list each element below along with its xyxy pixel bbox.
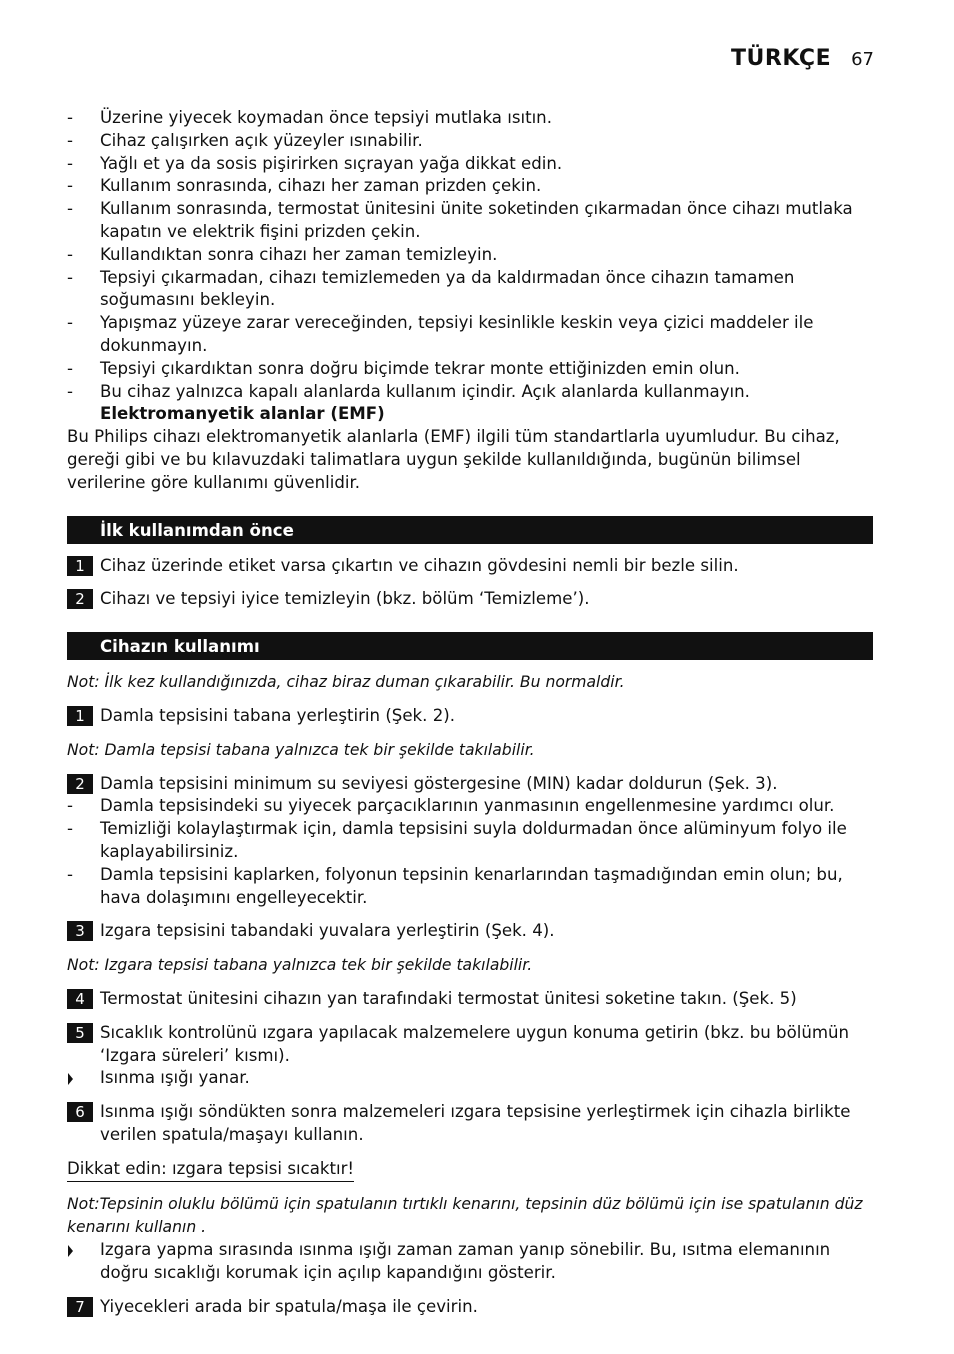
- step-text: Isınma ışığı söndükten sonra malzemeleri ızgara tepsisine yerleştirmek için cihazla birlikte verilen spatula/maşayı kullanın.: [100, 1102, 851, 1144]
- step: [67, 588, 873, 611]
- note: Not:Tepsinin oluklu bölümü için spatulanın tırtıklı kenarını, tepsinin düz bölümü için ise spatulanın düz kenarını kullanın .: [67, 1195, 863, 1237]
- step-text: Damla tepsisini minimum su seviyesi göstergesine (MIN) kadar doldurun (Şek. 3).: [100, 773, 778, 793]
- warning-item: - Bu cihaz yalnızca kapalı alanlarda kullanım içindir. Açık alanlarda kullanmayın.: [67, 381, 873, 404]
- step-number: 5: [67, 1023, 93, 1043]
- step: [67, 1296, 873, 1319]
- page-number: 67: [851, 49, 874, 70]
- warning-item: - Kullandıktan sonra cihazı her zaman temizleyin.: [67, 244, 873, 267]
- step: [67, 773, 873, 796]
- step-bullet: - Temizliği kolaylaştırmak için, damla tepsisini suyla doldurmadan önce alüminyum folyo ile kaplayabilirsiniz.: [67, 818, 873, 864]
- warning-item: - Yapışmaz yüzeye zarar vereceğinden, tepsiyi kesinlikle keskin veya çizici maddeler ile dokunmayın.: [67, 312, 873, 358]
- triangle-bullet-icon: [68, 1245, 73, 1257]
- step-text: Cihazı ve tepsiyi iyice temizleyin (bkz. bölüm ‘Temizleme’).: [100, 589, 590, 609]
- triangle-bullet-icon: [68, 1073, 73, 1085]
- indicator-item: [67, 1239, 873, 1285]
- step-number: 3: [67, 921, 93, 941]
- warning-item: - Tepsiyi çıkarmadan, cihazı temizlemeden ya da kaldırmadan önce cihazın tamamen soğumasını bekleyin.: [67, 267, 873, 313]
- step: [67, 555, 873, 578]
- step: [67, 1101, 873, 1147]
- warning-item: - Tepsiyi çıkardıktan sonra doğru biçimde tekrar monte ettiğinizden emin olun.: [67, 358, 873, 381]
- page-content: [67, 107, 873, 1318]
- indicator-text: Izgara yapma sırasında ısınma ışığı zaman zaman yanıp sönebilir. Bu, ısıtma elemanının doğru sıcaklığı korumak için açılıp kapandığını gösterir.: [100, 1240, 831, 1282]
- warning-item: - Yağlı et ya da sosis pişirirken sıçrayan yağa dikkat edin.: [67, 153, 873, 176]
- step: [67, 705, 873, 728]
- note: Not: İlk kez kullandığınızda, cihaz biraz duman çıkarabilir. Bu normaldir.: [67, 673, 625, 692]
- step-number: 4: [67, 989, 93, 1009]
- step-bullet: - Damla tepsisindeki su yiyecek parçacıklarının yanmasının engellenmesine yardımcı olur.: [67, 795, 873, 818]
- warning-list: [67, 107, 873, 403]
- warning-item: - Kullanım sonrasında, cihazı her zaman prizden çekin.: [67, 175, 873, 198]
- note: Not: Damla tepsisi tabana yalnızca tek bir şekilde takılabilir.: [67, 740, 535, 759]
- step-number: 1: [67, 706, 93, 726]
- warning-item: - Üzerine yiyecek koymadan önce tepsiyi mutlaka ısıtın.: [67, 107, 873, 130]
- section-title-first-use: İlk kullanımdan önce: [67, 516, 873, 544]
- emf-text: Bu Philips cihazı elektromanyetik alanlarla (EMF) ilgili tüm standartlarla uyumludur. Bu cihaz, gereği gibi ve bu kılavuzdaki talimatlara uygun şekilde kullanıldığında, bugünün bilimsel verilerine göre kullanımı güvenlidir.: [67, 427, 840, 492]
- language-label: TÜRKÇE: [731, 46, 832, 71]
- step-text: Yiyecekleri arada bir spatula/maşa ile çevirin.: [100, 1296, 478, 1316]
- step-number: 2: [67, 774, 93, 794]
- step: [67, 988, 873, 1011]
- indicator-item: [67, 1067, 873, 1090]
- section-title-usage: Cihazın kullanımı: [67, 632, 873, 660]
- step-number: 1: [67, 556, 93, 576]
- emf-heading: Elektromanyetik alanlar (EMF): [100, 404, 385, 424]
- warning-item: - Cihaz çalışırken açık yüzeyler ısınabilir.: [67, 130, 873, 153]
- step-text: Damla tepsisini tabana yerleştirin (Şek. 2).: [100, 705, 455, 725]
- step-bullet: - Damla tepsisini kaplarken, folyonun tepsinin kenarlarından taşmadığından emin olun; bu, hava dolaşımını engelleyecektir.: [67, 864, 873, 910]
- step-number: 6: [67, 1102, 93, 1122]
- step-number: 7: [67, 1297, 93, 1317]
- step: [67, 1022, 873, 1068]
- warning-item: - Kullanım sonrasında, termostat ünitesini ünite soketinden çıkarmadan önce cihazı mutlaka kapatın ve elektrik fişini prizden çekin.: [67, 198, 873, 244]
- step-text: Termostat ünitesini cihazın yan tarafındaki termostat ünitesi soketine takın. (Şek. 5): [100, 988, 797, 1008]
- caution-text: Dikkat edin: ızgara tepsisi sıcaktır!: [67, 1158, 354, 1183]
- page-header: [731, 46, 874, 71]
- indicator-text: Isınma ışığı yanar.: [100, 1068, 250, 1088]
- step-text: Sıcaklık kontrolünü ızgara yapılacak malzemelere uygun konuma getirin (bkz. bu bölümün ‘Izgara süreleri’ kısmı).: [100, 1022, 850, 1065]
- step: [67, 920, 873, 943]
- note: Not: Izgara tepsisi tabana yalnızca tek bir şekilde takılabilir.: [67, 956, 533, 975]
- step-number: 2: [67, 589, 93, 609]
- step-text: Cihaz üzerinde etiket varsa çıkartın ve cihazın gövdesini nemli bir bezle silin.: [100, 555, 739, 575]
- step-text: Izgara tepsisini tabandaki yuvalara yerleştirin (Şek. 4).: [100, 921, 555, 941]
